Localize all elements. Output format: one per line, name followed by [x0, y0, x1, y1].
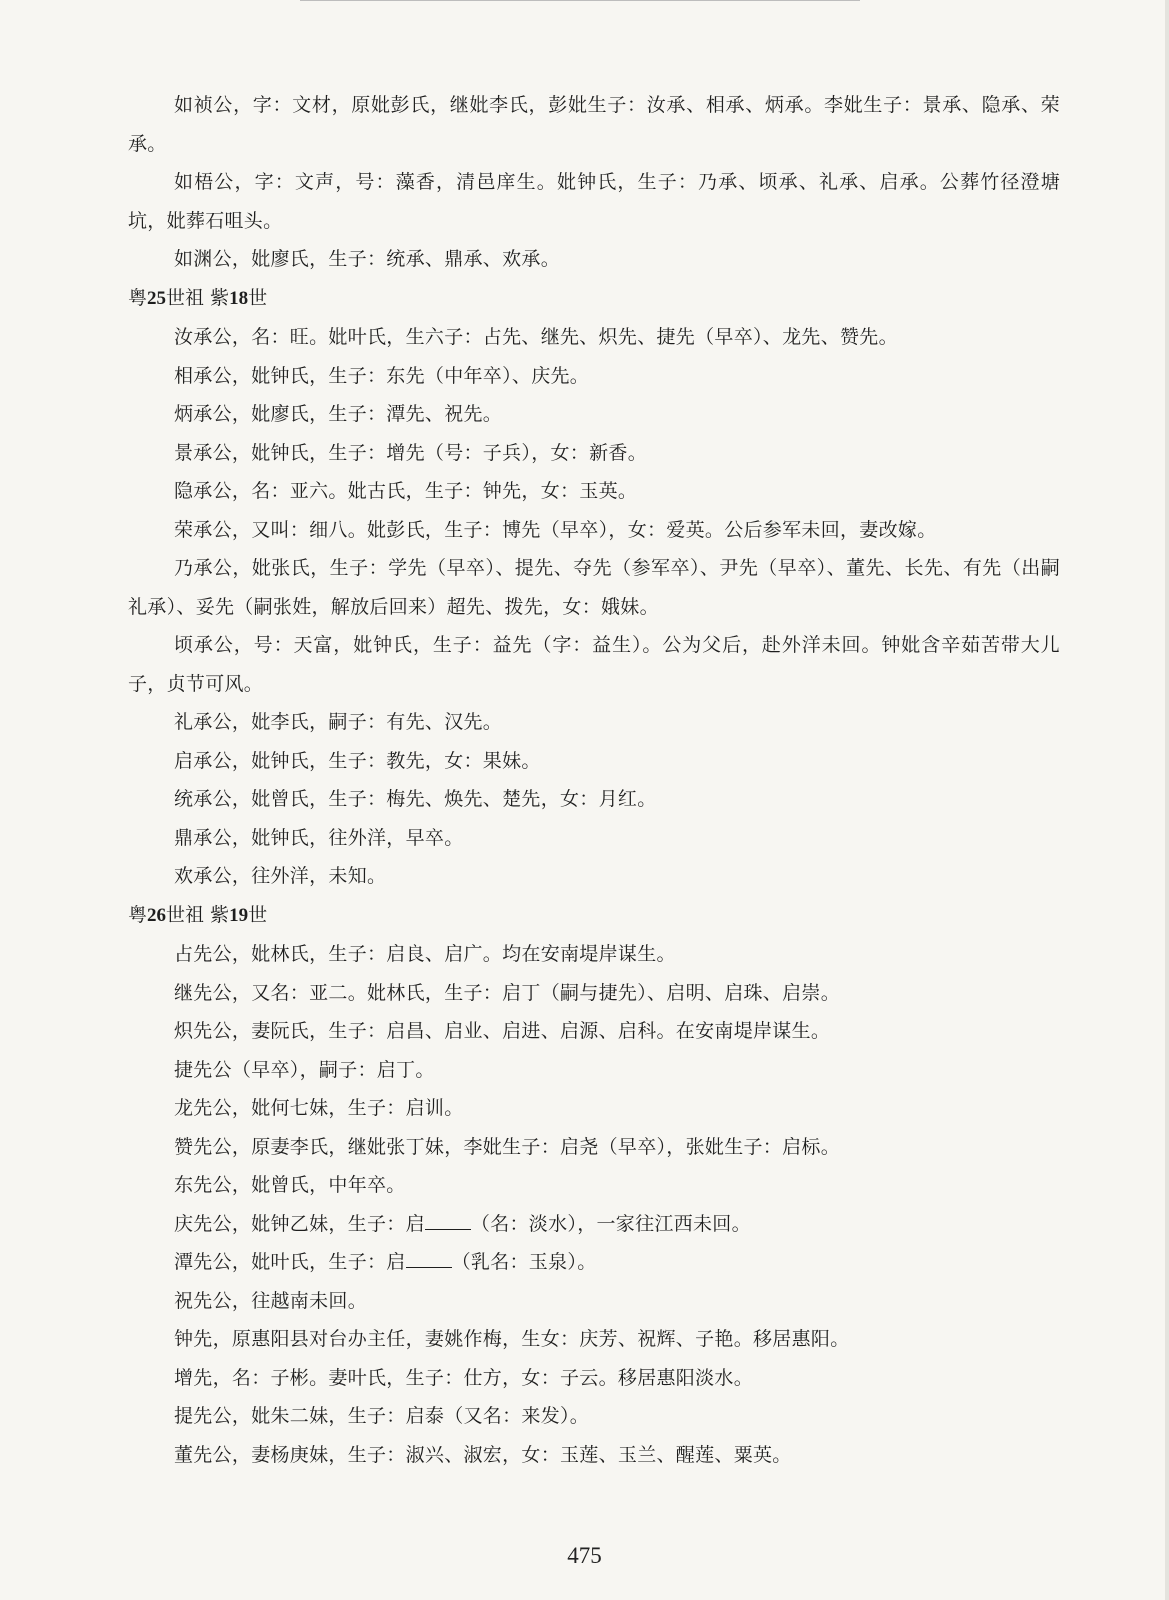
- generation-heading-26: [128, 896, 1060, 936]
- genealogy-entry: 如祯公，字：文材，原妣彭氏，继妣李氏，彭妣生子：汝承、相承、炳承。李妣生子：景承、隐承、荣承。: [128, 94, 1060, 155]
- genealogy-entry: 如梧公，字：文声，号：藻香，清邑庠生。妣钟氏，生子：乃承、顷承、礼承、启承。公葬竹径澄塘坑，妣葬石咀头。: [128, 171, 1060, 232]
- heading-number: 19: [229, 904, 249, 926]
- heading-mid: 世祖 紫: [166, 903, 230, 926]
- genealogy-entry: 如渊公，妣廖氏，生子：统承、鼎承、欢承。: [174, 248, 561, 270]
- genealogy-page-body: [128, 86, 1060, 1474]
- heading-mid: 世祖 紫: [166, 286, 230, 309]
- genealogy-entry: 炳承公，妣廖氏，生子：潭先、祝先。: [174, 403, 503, 425]
- genealogy-entry-qingxian: [128, 1205, 1060, 1244]
- generation-heading-25: [128, 279, 1060, 319]
- genealogy-entry: 顷承公，号：天富，妣钟氏，生子：益先（字：益生）。公为父后，赴外洋未回。钟妣含辛茹苦带大儿子，贞节可风。: [128, 634, 1060, 695]
- genealogy-entry: 祝先公，往越南未回。: [174, 1289, 368, 1312]
- genealogy-entry-tanxian: [128, 1243, 1060, 1282]
- genealogy-entry: 钟先，原惠阳县对台办主任，妻姚作梅，生女：庆芳、祝辉、子艳。移居惠阳。: [174, 1328, 850, 1350]
- blank-name-line: [425, 1213, 471, 1230]
- genealogy-entry: 汝承公，名：旺。妣叶氏，生六子：占先、继先、炽先、捷先（早卒）、龙先、赞先。: [174, 326, 898, 348]
- entry-text: 庆先公，妣钟乙妹，生子：启: [174, 1212, 425, 1235]
- genealogy-entry: 董先公，妻杨庚妹，生子：淑兴、淑宏，女：玉莲、玉兰、醒莲、粟英。: [174, 1443, 792, 1466]
- entry-text: 潭先公，妣叶氏，生子：启: [174, 1251, 406, 1273]
- genealogy-entry: 炽先公，妻阮氏，生子：启昌、启业、启进、启源、启科。在安南堤岸谋生。: [174, 1020, 831, 1042]
- heading-number: 25: [147, 287, 167, 309]
- heading-suffix: 世: [248, 286, 268, 309]
- genealogy-entry: 鼎承公，妣钟氏，往外洋，早卒。: [174, 826, 464, 849]
- scan-top-rule: [300, 0, 860, 1]
- blank-name-line: [406, 1251, 452, 1268]
- genealogy-entry: 景承公，妣钟氏，生子：增先（号：子兵），女：新香。: [174, 441, 648, 464]
- genealogy-entry: 统承公，妣曾氏，生子：梅先、焕先、楚先，女：月红。: [174, 788, 657, 810]
- page-number: 475: [567, 1543, 602, 1568]
- genealogy-entry: 提先公，妣朱二妹，生子：启泰（又名：来发）。: [174, 1405, 590, 1427]
- heading-number: 18: [229, 287, 249, 309]
- heading-prefix: 粤: [128, 903, 148, 926]
- genealogy-entry: 增先，名：子彬。妻叶氏，生子：仕方，女：子云。移居惠阳淡水。: [174, 1366, 754, 1389]
- heading-number: 26: [147, 904, 167, 926]
- genealogy-entry: 东先公，妣曾氏，中年卒。: [174, 1174, 406, 1196]
- genealogy-entry: 礼承公，妣李氏，嗣子：有先、汉先。: [174, 711, 503, 733]
- genealogy-entry: 占先公，妣林氏，生子：启良、启广。均在安南堤岸谋生。: [174, 943, 676, 965]
- genealogy-entry: 龙先公，妣何七妹，生子：启训。: [174, 1097, 464, 1119]
- genealogy-entry: 荣承公，又叫：细八。妣彭氏，生子：博先（早卒），女：爱英。公后参军未回，妻改嫁。: [174, 518, 937, 541]
- genealogy-entry: 捷先公（早卒），嗣子：启丁。: [174, 1058, 435, 1081]
- genealogy-entry: 启承公，妣钟氏，生子：教先，女：果妹。: [174, 749, 541, 772]
- entry-text: （名：淡水），一家往江西未回。: [470, 1212, 751, 1235]
- genealogy-entry: 隐承公，名：亚六。妣古氏，生子：钟先，女：玉英。: [174, 480, 638, 502]
- genealogy-entry: 乃承公，妣张氏，生子：学先（早卒）、提先、夺先（参军卒）、尹先（早卒）、董先、长先、有先（出嗣礼承）、妥先（嗣张姓，解放后回来）超先、拨先，女：娥妹。: [128, 557, 1060, 618]
- entry-text: （乳名：玉泉）。: [451, 1251, 597, 1273]
- scan-edge-shadow: [1165, 0, 1169, 1600]
- genealogy-entry: 赞先公，原妻李氏，继妣张丁妹，李妣生子：启尧（早卒），张妣生子：启标。: [174, 1135, 841, 1158]
- heading-prefix: 粤: [128, 286, 148, 309]
- genealogy-entry: 继先公，又名：亚二。妣林氏，生子：启丁（嗣与捷先）、启明、启珠、启崇。: [174, 981, 841, 1004]
- genealogy-entry: 相承公，妣钟氏，生子：东先（中年卒）、庆先。: [174, 364, 590, 387]
- genealogy-entry: 欢承公，往外洋，未知。: [174, 865, 387, 887]
- heading-suffix: 世: [248, 903, 268, 926]
